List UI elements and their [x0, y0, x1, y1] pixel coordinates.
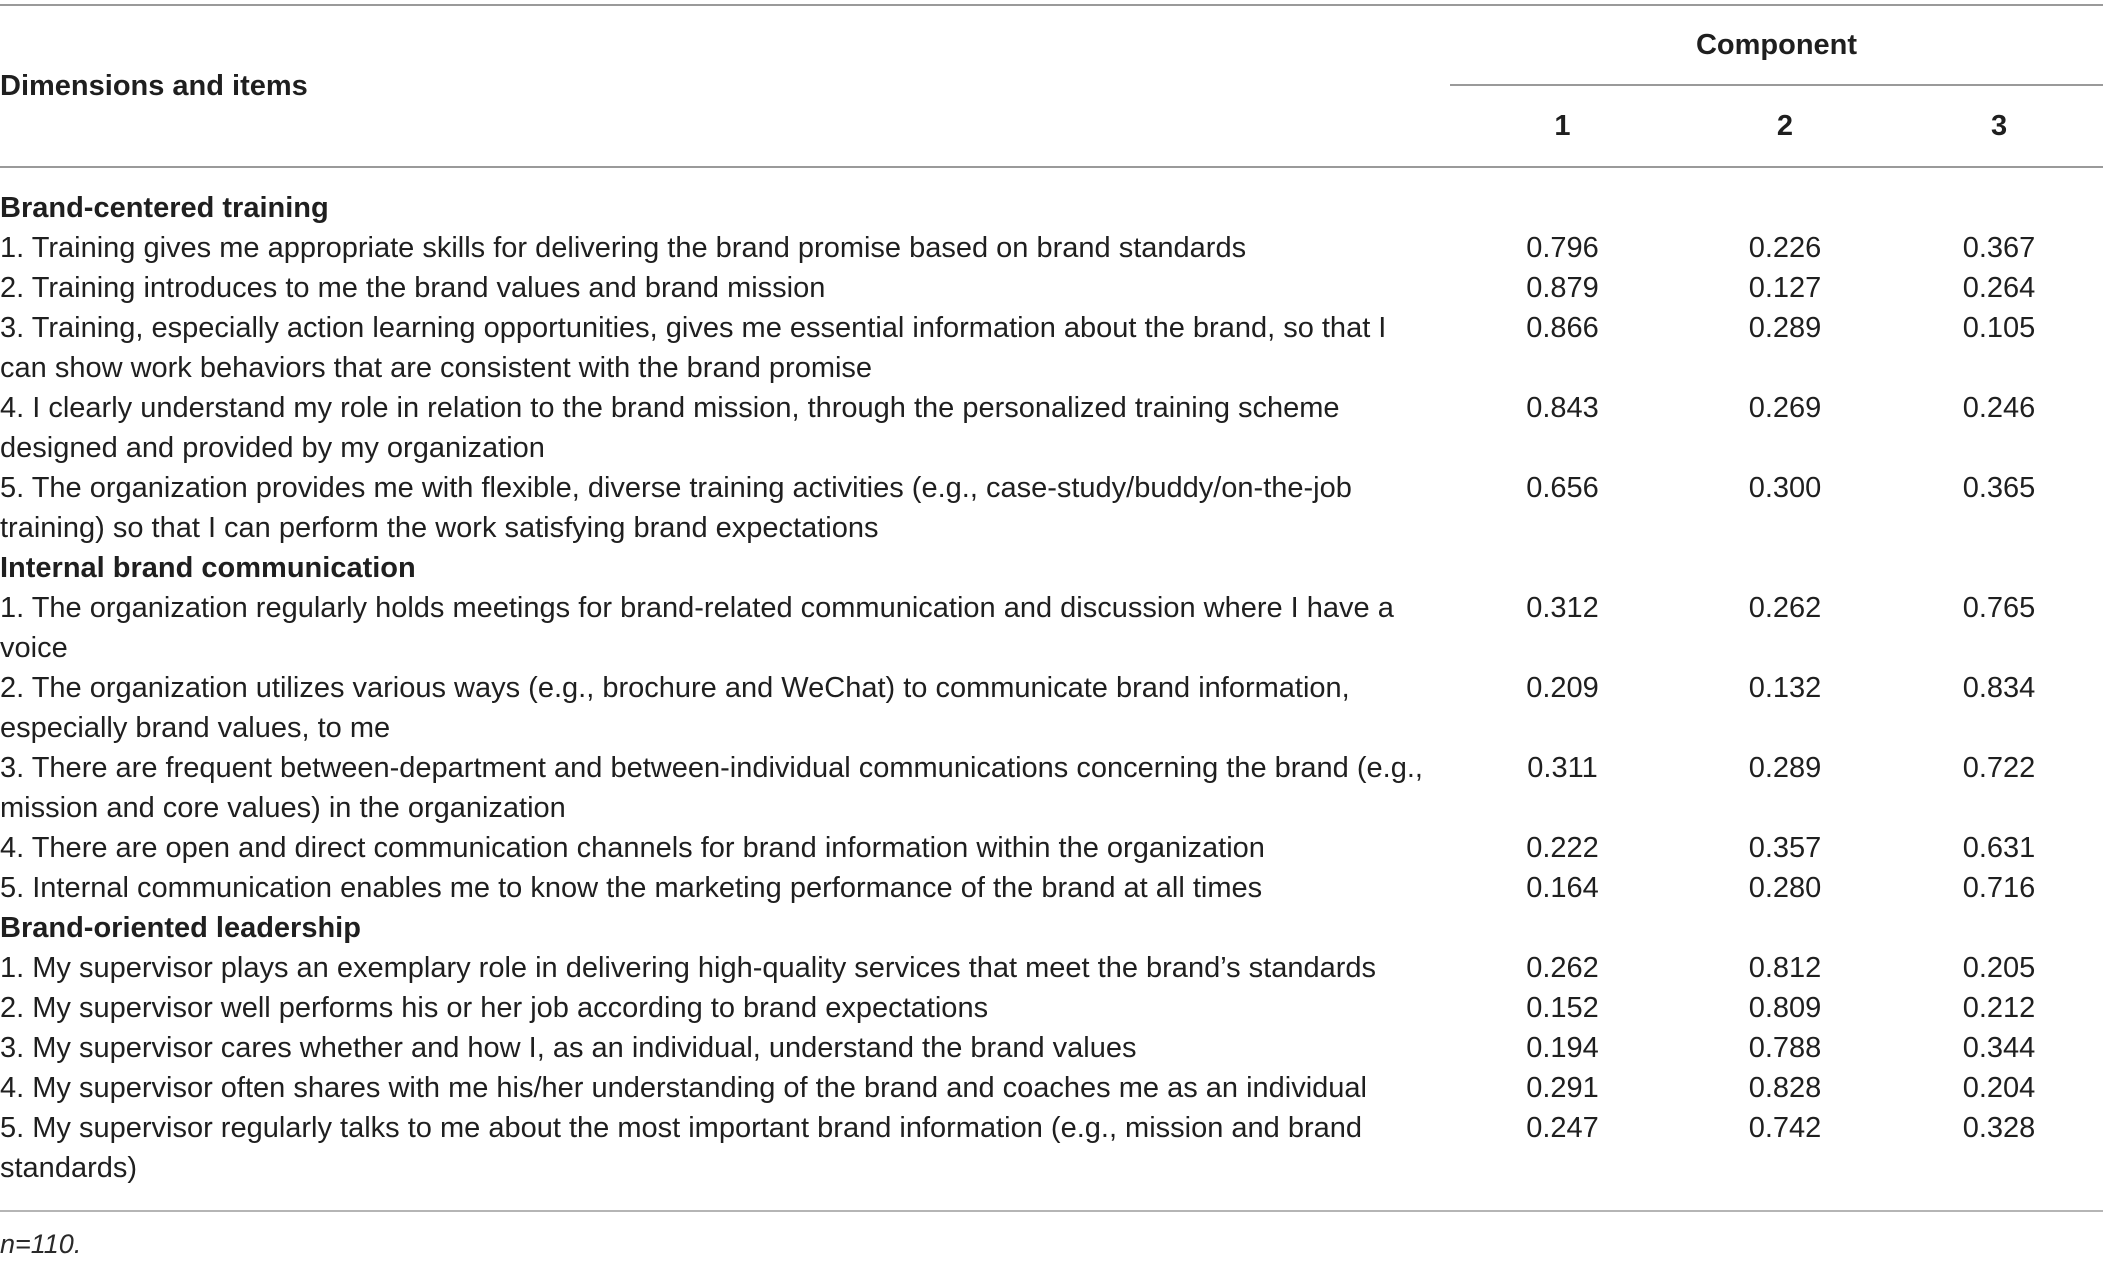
component-3-loading: 0.328 — [1962, 1112, 2036, 1144]
table-row — [0, 988, 2103, 1028]
section-header-row — [0, 908, 2103, 948]
component-3-loading: 0.246 — [1962, 392, 2036, 424]
component-1-loading: 0.291 — [1526, 1072, 1599, 1104]
component-3-loading: 0.205 — [1962, 952, 2036, 984]
item-text: 5. The organization provides me with flexible, diverse training activities (e.g., case-study/buddy/on-the-job training) so that I can perform the work satisfying brand expectations — [0, 472, 1352, 544]
component-2-loading: 0.812 — [1748, 952, 1822, 984]
component-1-loading: 0.311 — [1527, 752, 1598, 784]
section-title: Brand-oriented leadership — [0, 912, 361, 944]
item-text: 2. My supervisor well performs his or her job according to brand expectations — [0, 992, 989, 1024]
component-3-loading: 0.631 — [1962, 832, 2036, 864]
component-1-loading: 0.247 — [1526, 1112, 1599, 1144]
component-1-loading: 0.656 — [1526, 472, 1599, 504]
component-header: Component — [1450, 5, 2103, 85]
component-2-loading: 0.742 — [1748, 1112, 1822, 1144]
component-2-loading: 0.226 — [1748, 232, 1822, 264]
table-row — [0, 308, 2103, 388]
section-header-row — [0, 548, 2103, 588]
item-text: 2. Training introduces to me the brand values and brand mission — [0, 272, 826, 304]
component-3-loading: 0.367 — [1962, 232, 2036, 264]
component-1-loading: 0.866 — [1526, 312, 1599, 344]
component-2-loading: 0.300 — [1748, 472, 1822, 504]
item-text: 1. The organization regularly holds meetings for brand-related communication and discussion where I have a voice — [0, 592, 1394, 664]
component-3-loading: 0.834 — [1962, 672, 2036, 704]
component-3-loading: 0.716 — [1962, 872, 2036, 904]
table-row — [0, 1028, 2103, 1068]
component-1-loading: 0.879 — [1526, 272, 1599, 304]
component-1-loading: 0.843 — [1526, 392, 1599, 424]
section-title: Internal brand communication — [0, 552, 416, 584]
component-2-loading: 0.828 — [1748, 1072, 1822, 1104]
component-2-loading: 0.289 — [1748, 752, 1822, 784]
item-text: 4. I clearly understand my role in relation to the brand mission, through the personalized training scheme designed and provided by my organization — [0, 392, 1340, 464]
component-3-loading: 0.204 — [1962, 1072, 2036, 1104]
table-header — [0, 5, 2103, 167]
item-text: 5. Internal communication enables me to know the marketing performance of the brand at all times — [0, 872, 1263, 904]
item-text: 3. There are frequent between-department and between-individual communications concerning the brand (e.g., mission and core values) in the organization — [0, 752, 1423, 824]
component-2-loading: 0.262 — [1748, 592, 1822, 624]
component-3-loading: 0.365 — [1962, 472, 2036, 504]
table-row — [0, 468, 2103, 548]
component-3-loading: 0.264 — [1962, 272, 2036, 304]
component-1-loading: 0.312 — [1526, 592, 1599, 624]
item-text: 2. The organization utilizes various ways (e.g., brochure and WeChat) to communicate brand information, especially brand values, to me — [0, 672, 1350, 744]
component-2-header: 2 — [1675, 85, 1895, 167]
component-2-loading: 0.280 — [1748, 872, 1822, 904]
component-1-header: 1 — [1450, 85, 1675, 167]
component-matrix-table — [0, 4, 2103, 1264]
component-2-loading: 0.289 — [1748, 312, 1822, 344]
component-3-loading: 0.105 — [1962, 312, 2036, 344]
table-body — [0, 167, 2103, 1211]
table-row — [0, 388, 2103, 468]
item-text: 5. My supervisor regularly talks to me about the most important brand information (e.g., mission and brand standards) — [0, 1112, 1363, 1184]
table-row — [0, 948, 2103, 988]
item-text: 3. Training, especially action learning opportunities, gives me essential information about the brand, so that I can show work behaviors that are consistent with the brand promise — [0, 312, 1387, 384]
item-text: 4. There are open and direct communication channels for brand information within the organization — [0, 832, 1265, 864]
component-3-loading: 0.722 — [1962, 752, 2036, 784]
section-title: Brand-centered training — [0, 192, 329, 224]
table-row — [0, 1068, 2103, 1108]
table-row — [0, 828, 2103, 868]
item-text: 1. My supervisor plays an exemplary role in delivering high-quality services that meet the brand’s standards — [0, 952, 1377, 984]
component-1-loading: 0.194 — [1526, 1032, 1599, 1064]
component-3-loading: 0.212 — [1962, 992, 2036, 1024]
table-row — [0, 748, 2103, 828]
item-text: 3. My supervisor cares whether and how I, as an individual, understand the brand values — [0, 1032, 1137, 1064]
table-row — [0, 868, 2103, 908]
component-2-loading: 0.132 — [1748, 672, 1822, 704]
component-1-loading: 0.209 — [1526, 672, 1599, 704]
component-1-loading: 0.796 — [1526, 232, 1599, 264]
dimensions-header: Dimensions and items — [0, 5, 1450, 167]
table-row — [0, 588, 2103, 668]
footnote: n=110. — [0, 1211, 2103, 1264]
component-3-loading: 0.765 — [1962, 592, 2036, 624]
item-text: 1. Training gives me appropriate skills for delivering the brand promise based on brand standards — [0, 232, 1247, 264]
component-2-loading: 0.127 — [1748, 272, 1822, 304]
component-2-loading: 0.809 — [1748, 992, 1822, 1024]
table-row — [0, 668, 2103, 748]
section-header-row — [0, 167, 2103, 228]
table-row — [0, 1108, 2103, 1211]
component-3-loading: 0.344 — [1962, 1032, 2036, 1064]
table-row — [0, 228, 2103, 268]
item-text: 4. My supervisor often shares with me his/her understanding of the brand and coaches me as an individual — [0, 1072, 1367, 1104]
component-1-loading: 0.152 — [1526, 992, 1599, 1024]
component-1-loading: 0.262 — [1526, 952, 1599, 984]
component-2-loading: 0.788 — [1748, 1032, 1822, 1064]
table-row — [0, 268, 2103, 308]
component-2-loading: 0.357 — [1748, 832, 1822, 864]
component-2-loading: 0.269 — [1748, 392, 1822, 424]
component-1-loading: 0.222 — [1526, 832, 1599, 864]
component-3-header: 3 — [1895, 85, 2103, 167]
component-1-loading: 0.164 — [1526, 872, 1599, 904]
